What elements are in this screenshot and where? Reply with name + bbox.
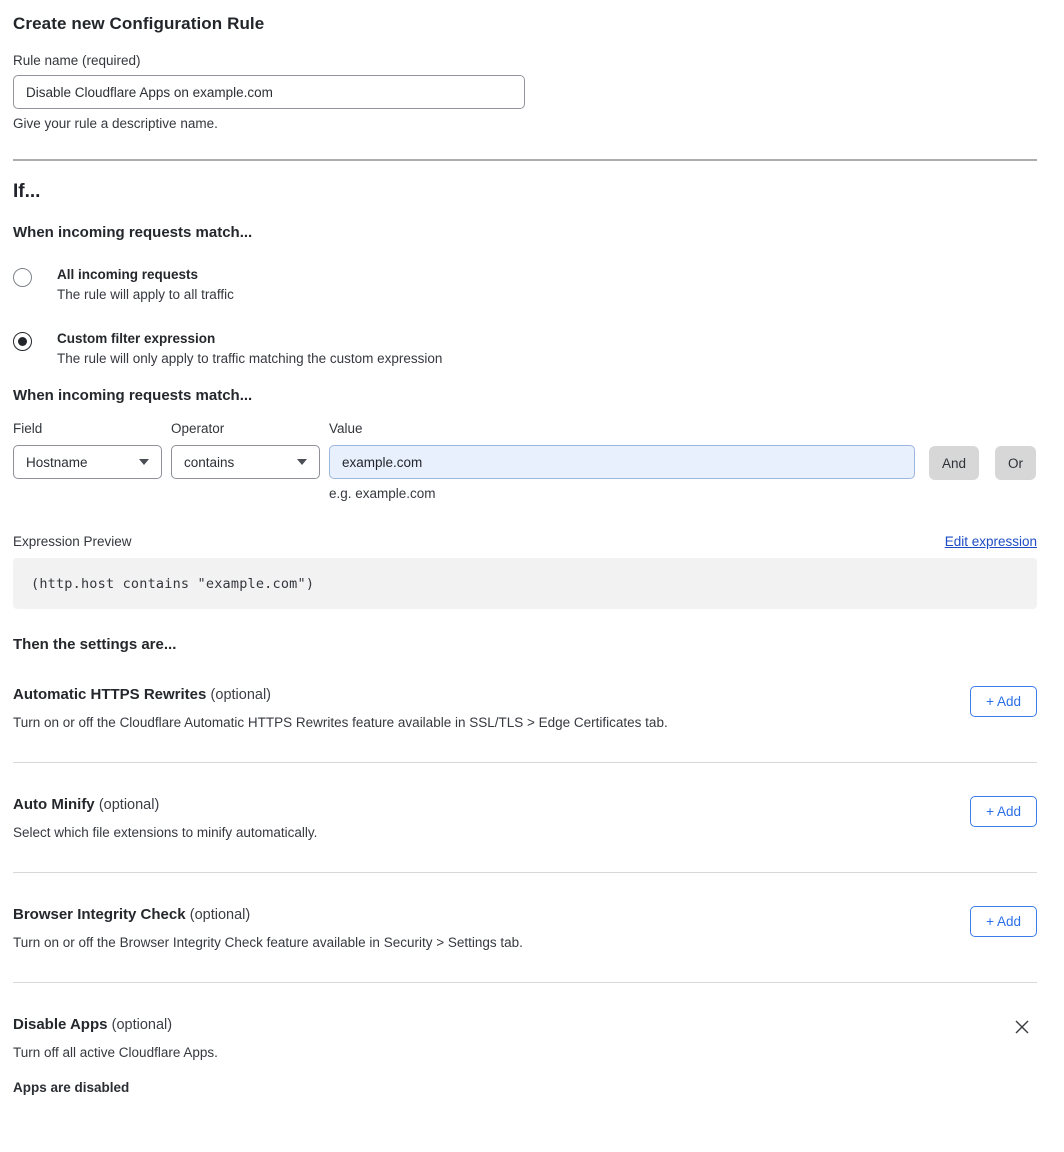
if-heading: If... [13, 181, 41, 202]
radio-option-all-incoming-requests[interactable] [13, 267, 1037, 302]
setting-info [13, 686, 668, 730]
radio-selected-icon[interactable] [13, 332, 32, 351]
chevron-down-icon [297, 459, 307, 465]
expression-preview-row [13, 534, 1037, 549]
radio-option-text [57, 267, 234, 302]
radio-option-custom-filter-expression[interactable] [13, 331, 1037, 366]
expression-code: (http.host contains "example.com") [31, 575, 315, 592]
operator-label: Operator [171, 421, 225, 436]
setting-title-line [13, 906, 523, 923]
field-label: Field [13, 421, 43, 436]
value-input[interactable] [329, 445, 915, 479]
field-column [13, 421, 162, 479]
optional-label: (optional) [210, 687, 271, 703]
apps-disabled-status: Apps are disabled [13, 1080, 130, 1095]
setting-info [13, 1016, 218, 1095]
expression-code-block [13, 558, 1037, 609]
setting-description: Select which file extensions to minify automatically. [13, 825, 318, 840]
value-hint: e.g. example.com [329, 486, 436, 501]
setting-title-line [13, 1016, 218, 1033]
chevron-down-icon [139, 459, 149, 465]
optional-label: (optional) [189, 907, 251, 923]
add-button[interactable]: + Add [970, 796, 1037, 827]
rule-name-section [13, 53, 1037, 131]
create-configuration-rule-page [13, 0, 1037, 1095]
condition-buttons [929, 421, 1036, 480]
edit-expression-link[interactable]: Edit expression [944, 534, 1037, 549]
setting-title: Automatic HTTPS Rewrites [13, 686, 207, 703]
optional-label: (optional) [111, 1017, 173, 1033]
expression-preview-label: Expression Preview [13, 534, 132, 549]
close-icon[interactable] [1013, 1018, 1037, 1036]
radio-option-label: Custom filter expression [57, 331, 216, 346]
operator-select[interactable] [171, 445, 320, 479]
request-match-radio-group [13, 267, 1037, 366]
field-select[interactable] [13, 445, 162, 479]
filter-builder-heading: When incoming requests match... [13, 387, 253, 404]
rule-name-input[interactable] [13, 75, 525, 109]
setting-browser-integrity-check [13, 873, 1037, 983]
rule-name-label: Rule name (required) [13, 53, 141, 68]
radio-icon[interactable] [13, 268, 32, 287]
setting-title-line [13, 686, 668, 703]
add-button[interactable]: + Add [970, 686, 1037, 717]
add-button[interactable]: + Add [970, 906, 1037, 937]
rule-name-help: Give your rule a descriptive name. [13, 116, 218, 131]
and-button[interactable]: And [929, 446, 979, 480]
filter-builder-row [13, 421, 1037, 501]
setting-info [13, 796, 317, 840]
setting-info [13, 906, 523, 950]
setting-description: Turn on or off the Cloudflare Automatic HTTPS Rewrites feature available in SSL/TLS > Edge Certificates tab. [13, 715, 668, 730]
operator-select-value: contains [184, 454, 235, 470]
value-column [329, 421, 915, 501]
operator-column [171, 421, 320, 479]
optional-label: (optional) [98, 797, 160, 813]
or-button[interactable]: Or [995, 446, 1036, 480]
setting-description: Turn on or off the Browser Integrity Check feature available in Security > Settings tab. [13, 935, 523, 950]
page-title: Create new Configuration Rule [13, 14, 265, 33]
setting-auto-minify [13, 763, 1037, 873]
setting-title: Auto Minify [13, 796, 95, 813]
section-divider [13, 159, 1037, 161]
setting-title-line [13, 796, 317, 813]
setting-disable-apps [13, 983, 1037, 1095]
setting-title: Browser Integrity Check [13, 906, 186, 923]
field-select-value: Hostname [26, 454, 88, 470]
then-settings-heading: Then the settings are... [13, 636, 177, 653]
radio-option-label: All incoming requests [57, 267, 199, 282]
setting-description: Turn off all active Cloudflare Apps. [13, 1045, 218, 1060]
setting-title: Disable Apps [13, 1016, 108, 1033]
value-label: Value [329, 421, 363, 436]
radio-option-text [57, 331, 442, 366]
radio-option-description: The rule will apply to all traffic [57, 287, 234, 302]
match-heading: When incoming requests match... [13, 224, 253, 241]
setting-automatic-https-rewrites [13, 653, 1037, 763]
radio-option-description: The rule will only apply to traffic matching the custom expression [57, 351, 443, 366]
